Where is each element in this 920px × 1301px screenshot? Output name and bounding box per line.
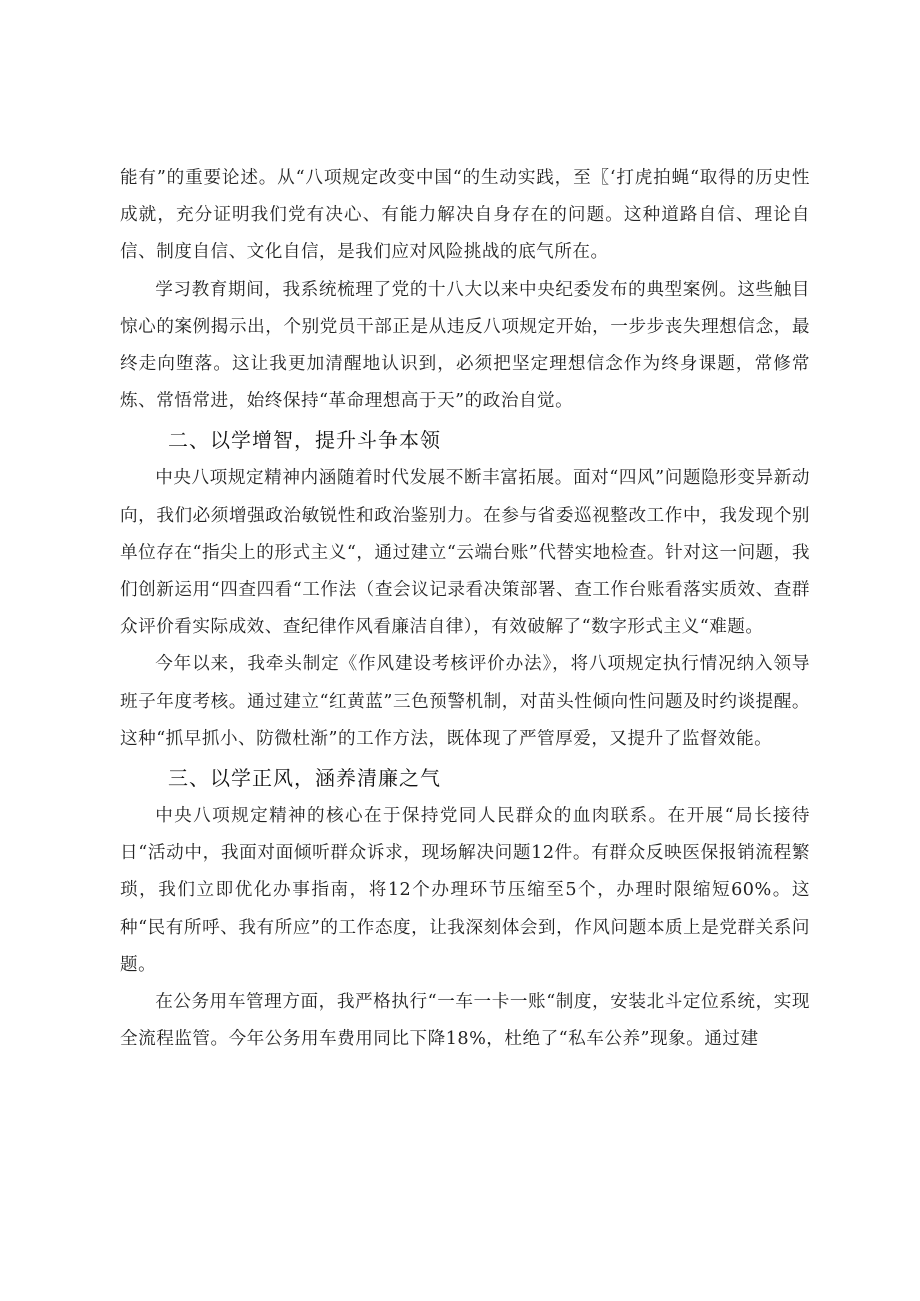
section-heading-3: 三、以学正风，涵养清廉之气 (168, 766, 441, 791)
paragraph-case-study: 学习教育期间，我系统梳理了党的十八大以来中央纪委发布的典型案例。这些触目惊心的案例揭示出，个别党员干部正是从违反八项规定开始，一步步丧失理想信念，最终走向堕落。这让我更加清醒地认识到，必须把坚定理想信念作为终身课题，常修常炼、常悟常进，始终保持“革命理想高于天”的政治自觉。 (120, 279, 810, 412)
paragraph-assessment: 今年以来，我牵头制定《作风建设考核评价办法》，将八项规定执行情况纳入领导班子年度考核。通过建立“红黄蓝”三色预警机制，对苗头性倾向性问题及时约谈提醒。这种“抓早抓小、防微杜渐”的工作方法，既体现了严管厚爱，又提升了监督效能。 (120, 654, 810, 749)
paragraph-continuation: 能有”的重要论述。从“八项规定改变中国“的生动实践，至〖‘打虎拍蝇“取得的历史性成就，充分证明我们党有决心、有能力解决自身存在的问题。这种道路自信、理论自信、制度自信、文化自信，是我们应对风险挑战的底气所在。 (120, 168, 810, 263)
paragraph-vehicle-management: 在公务用车管理方面，我严格执行“一车一卡一账“制度，安装北斗定位系统，实现全流程监管。今年公务用车费用同比下降18%，杜绝了“私车公养”现象。通过建 (120, 992, 810, 1050)
document-body (120, 160, 810, 1058)
paragraph-four-checks: 中央八项规定精神内涵随着时代发展不断丰富拓展。面对“四风”问题隐形变异新动向，我们必须增强政治敏锐性和政治鉴别力。在参与省委巡视整改工作中，我发现个别单位存在“指尖上的形式主义“，通过建立“云端台账”代替实地检查。针对这一问题，我们创新运用“四查四看“工作法（查会议记录看决策部署、查工作台账看落实质效、查群众评价看实际成效、查纪律作风看廉洁自律），有效破解了“数字形式主义“难题。 (120, 468, 810, 638)
paragraph-reception-day: 中央八项规定精神的核心在于保持党同人民群众的血肉联系。在开展“局长接待日“活动中，我面对面倾听群众诉求，现场解决问题12件。有群众反映医保报销流程繁琐，我们立即优化办事指南，将12个办理环节压缩至5个，办理时限缩短60%。这种“民有所呼、我有所应”的工作态度，让我深刻体会到，作风问题本质上是党群关系问题。 (120, 806, 810, 975)
section-heading-2: 二、以学增智，提升斗争本领 (168, 428, 441, 453)
